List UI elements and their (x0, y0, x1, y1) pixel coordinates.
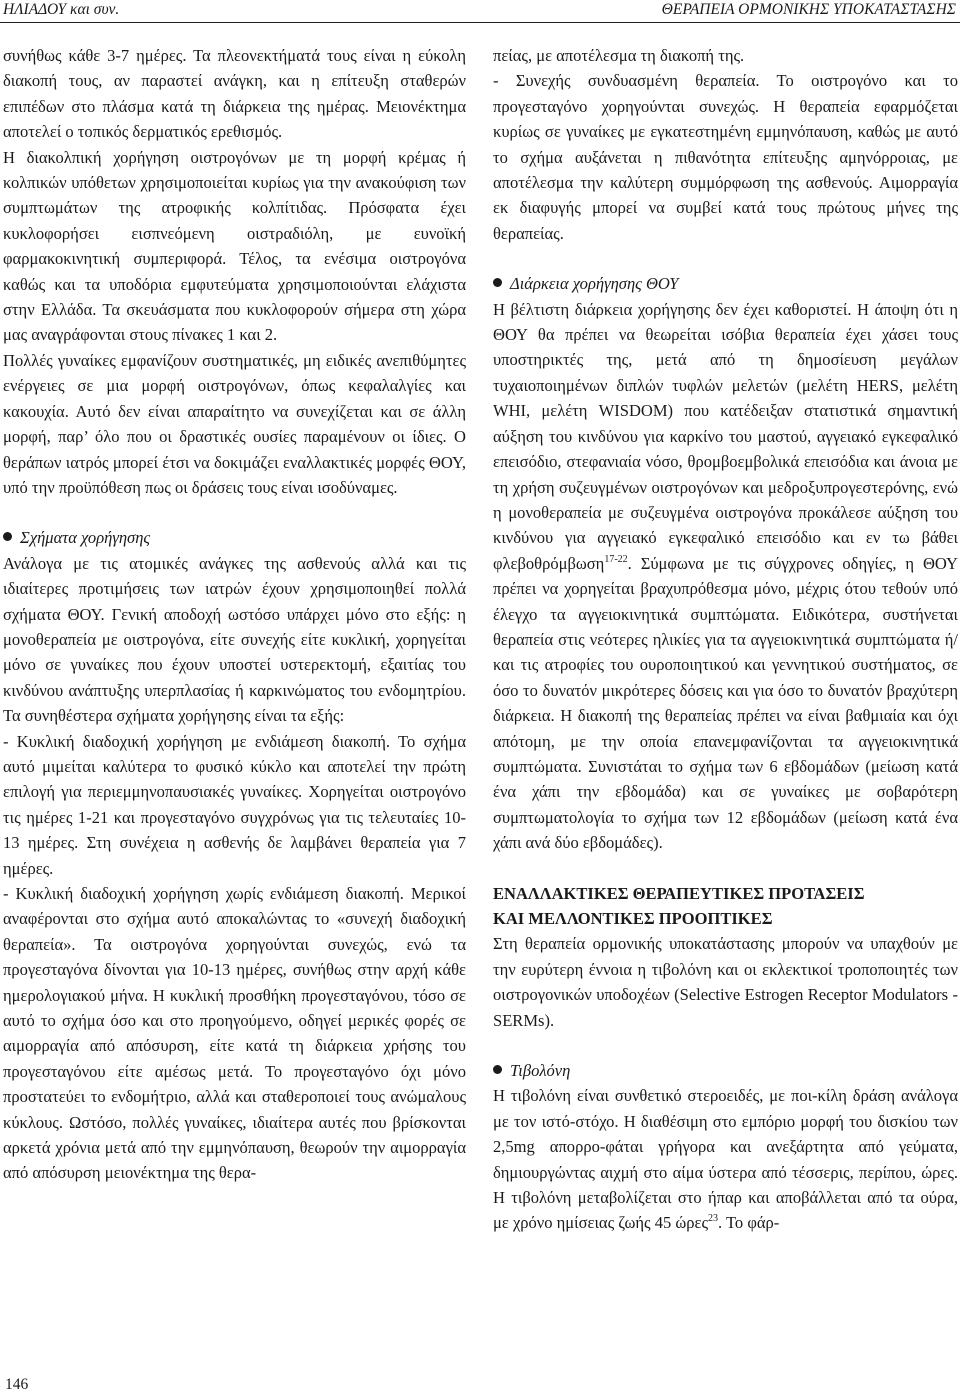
left-column (3, 43, 466, 1186)
bullet-icon (493, 1065, 502, 1074)
running-head-title: ΘΕΡΑΠΕΙΑ ΟΡΜΟΝΙΚΗΣ ΥΠΟΚΑΤΑΣΤΑΣΗΣ (661, 1, 956, 18)
paragraph: Στη θεραπεία ορμονικής υποκατάστασης μπορούν να υπαχθούν με την ευρύτερη έννοια η τιβολόνη και οι εκλεκτικοί τροποποιητές των οιστρογονικών υποδοχέων (Selective Estrogen Receptor Modulators - SERMs). (493, 934, 958, 1030)
running-head (0, 0, 960, 23)
paragraph-text: . Σύμφωνα με τις σύγχρονες οδηγίες, η ΘΟΥ πρέπει να χορηγείται βραχυπρόθεσμα μόνο, μέχρις ότου τεθούν υπό έλεγχο τα αγγειοκινητικά συμπτώματα. Ειδικότερα, συστήνεται θεραπεία στις νεότερες ηλικίες για τα αγγειοκινητικά συμπτώματα ή/και τις ατροφίες του ουροποιητικού και γεννητικού συστήματος, σε όσο το δυνατόν μικρότερες δόσεις και για όσο το δυνατόν βραχύτερη διάρκεια. Η διακοπή της θεραπείας πρέπει να είναι βαθμιαία και όχι απότομη, με την οποία επανεμφανίζονται τα αγγειοκινητικά συμπτώματα. Συνιστάται το σχήμα των 6 εβδομάδων (μείωση κατά ένα χάπι την εβδομάδα) και σε γυναίκες με σοβαρότερη συμπτωματολογία το σχήμα των 12 εβδομάδων (μείωση κατά ένα χάπι ανά δύο εβδομάδες). (493, 553, 958, 853)
running-head-authors: ΗΛΙΑΔΟΥ και συν. (3, 1, 120, 18)
citation-ref: 17-22 (604, 553, 628, 565)
right-column (493, 43, 958, 1236)
subsection-heading (493, 1058, 958, 1083)
section-title: ΚΑΙ ΜΕΛΛΟΝΤΙΚΕΣ ΠΡΟΟΠΤΙΚΕΣ (493, 909, 773, 928)
subsection-heading (3, 525, 466, 550)
paragraph: Η διακολπική χορήγηση οιστρογόνων με τη μορφή κρέμας ή κολπικών υπόθετων χρησιμοποιείται κυρίως για την ανακούφιση των συμπτωμάτων της ατροφικής κολπίτιδας. Πρόσφατα έχει κυκλοφορήσει εισπνεόμενη οιστραδιόλη, με ευνοϊκή φαρμακοκινητική συμπεριφορά. Τέλος, τα ενέσιμα οιστρογόνα καθώς και τα υποδόρια εμφυτεύματα χρησιμοποιούνται ελάχιστα στην Ελλάδα. Τα σκευάσματα που κυκλοφορούν σήμερα στη χώρα μας αναγράφονται στους πίνακες 1 και 2. (3, 147, 466, 345)
paragraph (493, 1083, 958, 1235)
paragraph (493, 297, 958, 856)
subsection-heading (493, 271, 958, 296)
page-number: 146 (5, 1376, 29, 1393)
paragraph: - Κυκλική διαδοχική χορήγηση χωρίς ενδιάμεση διακοπή. Μερικοί αναφέρονται στο σχήμα αυτό αποκαλώντας το «συνεχή διαδοχική θεραπεία». Τα οιστρογόνα χορηγούνται συνεχώς, ενώ τα προγεσταγόνα δίνονται για 10-13 ημέρες, συνήθως στην αρχή κάθε ημερολογιακού μήνα. Η κυκλική προσθήκη προγεσταγόνου, τόσο σε αυτό το σχήμα όσο και στο προηγούμενο, οδηγεί μερικές φορές σε αιμορραγία από απόσυρση, είτε κατά τη διάρκεια χρήσης του προγεσταγόνου είτε αμέσως μετά. Το προγεσταγόνο όχι μόνο προστατεύει το ενδομήτριο, αλλά και σταθεροποιεί τους ανώμαλους κύκλους. Ωστόσο, πολλές γυναίκες, ιδιαίτερα αυτές που βρίσκονται αρκετά χρόνια μετά από την εμμηνόπαυση, θεωρούν την αιμορραγία από απόσυρση μειονέκτημα της θερα- (3, 884, 466, 1183)
paragraph-text: Η τιβολόνη είναι συνθετικό στεροειδές, με ποι-κίλη δράση ανάλογα με τον ιστό-στόχο. Η διαθέσιμη στο εμπόριο μορφή του δισκίου των 2,5mg απορρο-φάται γρήγορα και ανεξάρτητα από γεύματα, δημιουργώντας αιχμή στο αίμα ύστερα από τέσσερις, περίπου, ώρες. Η τιβολόνη μεταβολίζεται στο ήπαρ και αποβάλλεται από τα ούρα, με χρόνο ημίσειας ζωής 45 ώρες (493, 1086, 958, 1233)
paragraph: συνήθως κάθε 3-7 ημέρες. Τα πλεονεκτήματά τους είναι η εύκολη διακοπή τους, αν παραστεί ανάγκη, και η επίτευξη σταθερών επιπέδων στο πλάσμα κατά τη διάρκεια της ημέρας. Μειονέκτημα αποτελεί ο τοπικός δερματικός ερεθισμός. (3, 46, 466, 142)
paragraph: - Κυκλική διαδοχική χορήγηση με ενδιάμεση διακοπή. Το σχήμα αυτό μιμείται καλύτερα το φυσικό κύκλο και αποτελεί την πρώτη επιλογή για περιεμμηνοπαυσιακές γυναίκες. Χορηγείται οιστρογόνο τις ημέρες 1-21 και προγεσταγόνο συγχρόνως για τις τελευταίες 10-13 ημέρες. Στη συνέχεια η ασθενής δε λαμβάνει θεραπεία για 7 ημέρες. (3, 731, 466, 878)
paragraph-text: . Το φάρ- (718, 1213, 780, 1233)
citation-ref: 23 (708, 1213, 718, 1225)
paragraph: Ανάλογα με τις ατομικές ανάγκες της ασθενούς αλλά και τις ιδιαίτερες προτιμήσεις των ιατρών έχουν χρησιμοποιηθεί πολλά σχήματα ΘΟΥ. Γενική αποδοχή ωστόσο υπάρχει μόνο στο εξής: η μονοθεραπεία με οιστρογόνα, είτε συνεχής είτε κυκλική, χορηγείται μόνο σε γυναίκες που έχουν υποστεί υστερεκτομή, εξαιτίας του κινδύνου ανάπτυξης υπερπλασίας ή καρκινώματος του ενδομητρίου. Τα συνηθέστερα σχήματα χορήγησης είναι τα εξής: (3, 553, 466, 726)
subsection-heading-text: Διάρκεια χορήγησης ΘΟΥ (510, 274, 679, 294)
bullet-icon (493, 278, 502, 287)
paragraph: πείας, με αποτέλεσμα τη διακοπή της. (493, 46, 745, 65)
paragraph: Πολλές γυναίκες εμφανίζουν συστηματικές, μη ειδικές ανεπιθύμητες ενέργειες σε μια μορφή οιστρογόνων, όπως κεφαλαλγίες και κακουχία. Αυτό δεν είναι απαραίτητο να συνεχίζεται και σε άλλη μορφή, παρ’ όλο που οι δραστικές ουσίες παραμένουν οι ίδιες. Ο θεράπων ιατρός μπορεί έτσι να δοκιμάζει εναλλακτικές μορφές ΘΟΥ, υπό την προϋπόθεση πως οι δράσεις τους είναι ισοδύναμες. (3, 350, 466, 497)
paragraph-text: Η βέλτιστη διάρκεια χορήγησης δεν έχει καθοριστεί. Η άποψη ότι η ΘΟΥ θα πρέπει να θεωρείται ισόβια θεραπεία έχει χάσει τους υποστηρικτές της, μετά από τη δημοσίευση μεγάλων τυχαιοποιημένων διπλών τυφλών μελετών (μελέτη HERS, μελέτη WHI, μελέτη WISDOM) που κατέδειξαν στατιστικά σημαντική αύξηση του κινδύνου για καρκίνο του μαστού, αγγειακό εγκεφαλικό επεισόδιο, στεφανιαία νόσο, θρομβοεμβολικά επεισόδια και άνοια με τη χρήση συζευγμένων οιστρογόνων και μεδροξυπρογεστερόνης, ενώ η μονοθεραπεία με συζευγμένα οιστρογόνα προκάλεσε αύξηση του κινδύνου για αγγειακό εγκεφαλικό επεισόδιο και εν τω βάθει φλεβοθρόμβωση (493, 299, 958, 573)
subsection-heading-text: Τιβολόνη (510, 1061, 571, 1081)
section-title: ΕΝΑΛΛΑΚΤΙΚΕΣ ΘΕΡΑΠΕΥΤΙΚΕΣ ΠΡΟΤΑΣΕΙΣ (493, 883, 865, 903)
bullet-icon (3, 532, 12, 541)
subsection-heading-text: Σχήματα χορήγησης (20, 528, 151, 548)
paragraph: - Συνεχής συνδυασμένη θεραπεία. Το οιστρογόνο και το προγεσταγόνο χορηγούνται συνεχώς. Η θεραπεία εφαρμόζεται κυρίως σε γυναίκες με εγκατεστημένη εμμηνόπαυση, καθώς με αυτό το σχήμα αυξάνεται η πιθανότητα επίτευξης αμηνόρροιας, με αποτέλεσμα την καλύτερη συμμόρφωση της ασθενούς. Αιμορραγία εκ διαφυγής μπορεί να συμβεί κατά τους πρώτους μήνες της θεραπείας. (493, 71, 958, 243)
